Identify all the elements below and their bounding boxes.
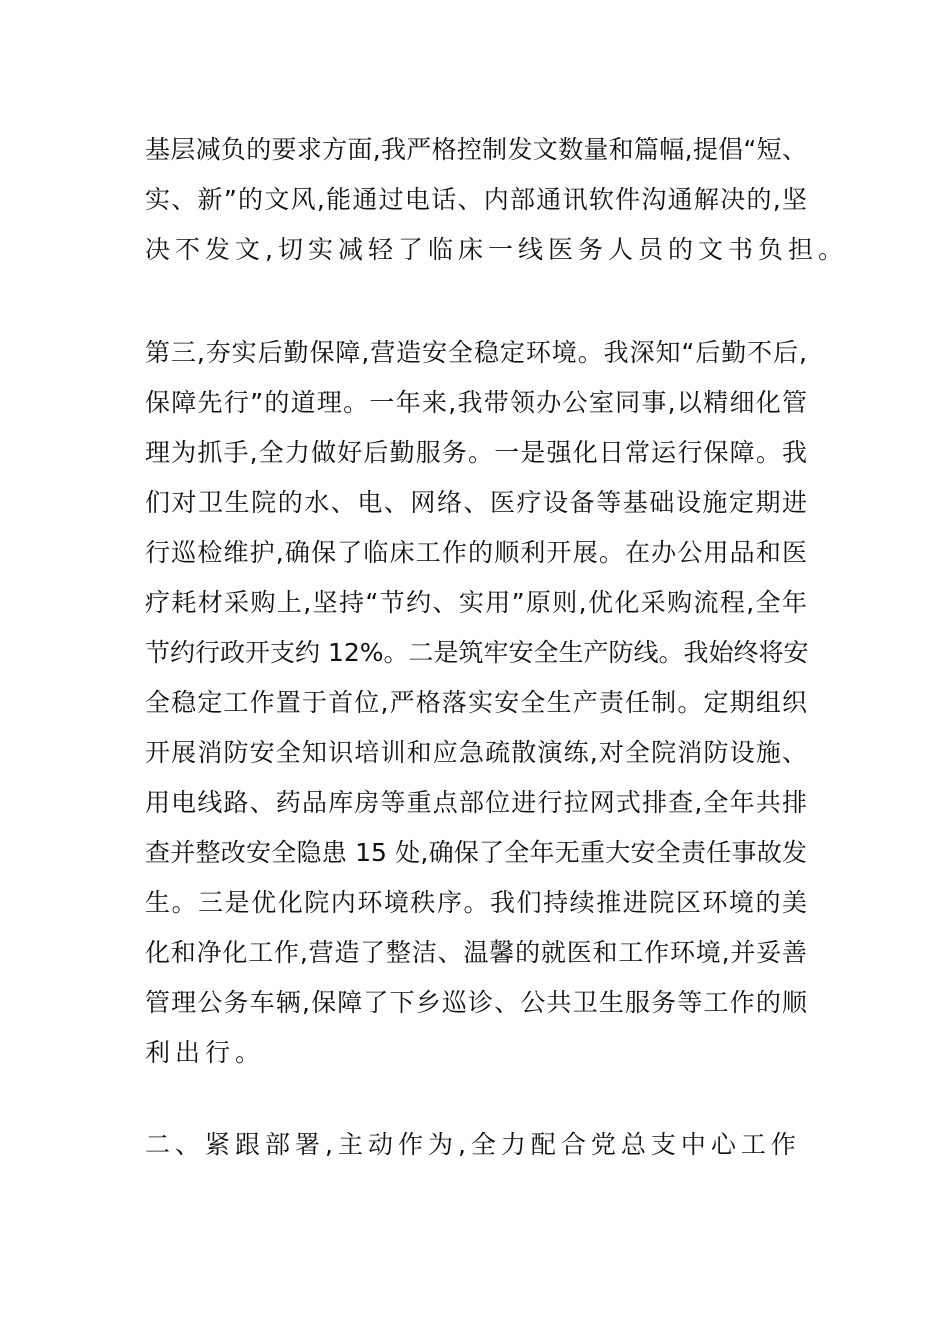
text-line: 查并整改安全隐患 15 处,确保了全年无重大安全责任事故发 bbox=[145, 838, 807, 867]
text-line: 保障先行”的道理。一年来,我带领办公室同事,以精细化管 bbox=[145, 388, 807, 417]
text-line: 实、新”的文风,能通过电话、内部通讯软件沟通解决的,坚 bbox=[145, 185, 807, 214]
text-line: 化和净化工作,营造了整洁、温馨的就医和工作环境,并妥善 bbox=[145, 938, 807, 967]
text-line: 管理公务车辆,保障了下乡巡诊、公共卫生服务等工作的顺 bbox=[145, 988, 807, 1017]
text-line: 疗耗材采购上,坚持“节约、实用”原则,优化采购流程,全年 bbox=[145, 588, 807, 617]
text-line: 开展消防安全知识培训和应急疏散演练,对全院消防设施、 bbox=[145, 738, 807, 767]
text-line: 理为抓手,全力做好后勤服务。一是强化日常运行保障。我 bbox=[145, 438, 807, 467]
text-line: 决不发文,切实减轻了临床一线医务人员的文书负担。 bbox=[145, 235, 848, 264]
section-heading: 二、紧跟部署,主动作为,全力配合党总支中心工作 bbox=[145, 1130, 801, 1159]
text-line: 利出行。 bbox=[145, 1038, 266, 1067]
text-line: 第三,夯实后勤保障,营造安全稳定环境。我深知“后勤不后, bbox=[145, 338, 807, 367]
text-line: 全稳定工作置于首位,严格落实安全生产责任制。定期组织 bbox=[145, 688, 807, 717]
text-line: 生。三是优化院内环境秩序。我们持续推进院区环境的美 bbox=[145, 888, 807, 917]
text-line: 用电线路、药品库房等重点部位进行拉网式排查,全年共排 bbox=[145, 788, 807, 817]
text-line: 行巡检维护,确保了临床工作的顺利开展。在办公用品和医 bbox=[145, 538, 807, 567]
text-line: 基层减负的要求方面,我严格控制发文数量和篇幅,提倡“短、 bbox=[145, 135, 807, 164]
text-line: 节约行政开支约 12%。二是筑牢安全生产防线。我始终将安 bbox=[145, 638, 809, 667]
text-line: 们对卫生院的水、电、网络、医疗设备等基础设施定期进 bbox=[145, 488, 807, 517]
